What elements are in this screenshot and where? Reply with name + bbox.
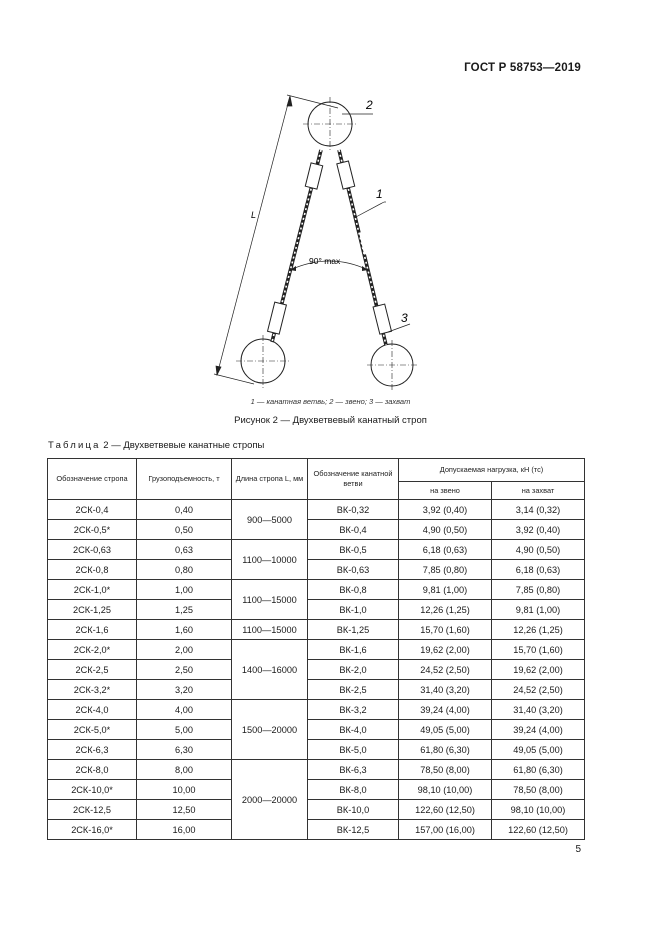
header-designation: Обозначение стропа — [48, 459, 137, 500]
cell-load-link: 157,00 (16,00) — [399, 820, 492, 840]
cell-capacity: 2,50 — [137, 660, 232, 680]
cell-load-grip: 3,92 (0,40) — [492, 520, 585, 540]
cell-branch: ВК-1,0 — [308, 600, 399, 620]
cell-branch: ВК-3,2 — [308, 700, 399, 720]
header-load-grip: на захват — [492, 482, 585, 500]
cell-capacity: 16,00 — [137, 820, 232, 840]
cell-branch: ВК-1,6 — [308, 640, 399, 660]
length-label: L — [251, 210, 257, 220]
cell-branch: ВК-12,5 — [308, 820, 399, 840]
cell-load-grip: 78,50 (8,00) — [492, 780, 585, 800]
header-length: Длина стропа L, мм — [232, 459, 308, 500]
cell-designation: 2СК-0,4 — [48, 500, 137, 520]
table-row — [48, 700, 585, 720]
cell-load-grip: 61,80 (6,30) — [492, 760, 585, 780]
cell-load-grip: 31,40 (3,20) — [492, 700, 585, 720]
cell-capacity: 4,00 — [137, 700, 232, 720]
table-row — [48, 740, 585, 760]
table-row — [48, 660, 585, 680]
cell-load-grip: 3,14 (0,32) — [492, 500, 585, 520]
cell-length: 2000—20000 — [232, 760, 308, 840]
cell-branch: ВК-0,5 — [308, 540, 399, 560]
cell-load-link: 19,62 (2,00) — [399, 640, 492, 660]
table-row — [48, 780, 585, 800]
cell-length: 1400—16000 — [232, 640, 308, 700]
cell-designation: 2СК-16,0* — [48, 820, 137, 840]
cell-length: 1100—15000 — [232, 620, 308, 640]
cell-load-link: 6,18 (0,63) — [399, 540, 492, 560]
table-row — [48, 520, 585, 540]
cell-load-grip: 7,85 (0,80) — [492, 580, 585, 600]
cell-capacity: 12,50 — [137, 800, 232, 820]
cell-load-grip: 39,24 (4,00) — [492, 720, 585, 740]
leader-label-3: 3 — [401, 311, 408, 325]
cell-load-grip: 122,60 (12,50) — [492, 820, 585, 840]
header-load: Допускаемая нагрузка, кН (тс) — [399, 459, 585, 482]
cell-capacity: 5,00 — [137, 720, 232, 740]
cell-load-grip: 9,81 (1,00) — [492, 600, 585, 620]
cell-load-grip: 6,18 (0,63) — [492, 560, 585, 580]
cell-capacity: 0,40 — [137, 500, 232, 520]
cell-branch: ВК-2,0 — [308, 660, 399, 680]
cell-load-grip: 24,52 (2,50) — [492, 680, 585, 700]
table-title — [48, 440, 264, 451]
cell-designation: 2СК-3,2* — [48, 680, 137, 700]
cell-capacity: 1,00 — [137, 580, 232, 600]
cell-capacity: 2,00 — [137, 640, 232, 660]
length-dimension — [214, 95, 338, 384]
cell-capacity: 0,63 — [137, 540, 232, 560]
cell-designation: 2СК-1,6 — [48, 620, 137, 640]
table-row — [48, 560, 585, 580]
cell-branch: ВК-0,4 — [308, 520, 399, 540]
cell-capacity: 1,25 — [137, 600, 232, 620]
cell-capacity: 1,60 — [137, 620, 232, 640]
cell-branch: ВК-0,63 — [308, 560, 399, 580]
slings-table — [47, 458, 585, 840]
leader-label-1: 1 — [376, 187, 383, 201]
cell-designation: 2СК-5,0* — [48, 720, 137, 740]
table-row — [48, 540, 585, 560]
cell-load-grip: 15,70 (1,60) — [492, 640, 585, 660]
cell-load-link: 4,90 (0,50) — [399, 520, 492, 540]
cell-capacity: 0,50 — [137, 520, 232, 540]
cell-load-link: 31,40 (3,20) — [399, 680, 492, 700]
cell-capacity: 0,80 — [137, 560, 232, 580]
cell-load-grip: 98,10 (10,00) — [492, 800, 585, 820]
cell-designation: 2СК-1,0* — [48, 580, 137, 600]
table-row — [48, 680, 585, 700]
cell-designation: 2СК-6,3 — [48, 740, 137, 760]
cell-designation: 2СК-10,0* — [48, 780, 137, 800]
table-row — [48, 620, 585, 640]
cell-load-link: 24,52 (2,50) — [399, 660, 492, 680]
cell-branch: ВК-6,3 — [308, 760, 399, 780]
table-row — [48, 720, 585, 740]
table-title-label: Таблица — [48, 440, 101, 451]
cell-load-grip: 4,90 (0,50) — [492, 540, 585, 560]
figure-legend: 1 — канатная ветвь; 2 — звено; 3 — захват — [250, 397, 411, 406]
table-row — [48, 500, 585, 520]
cell-length: 1100—10000 — [232, 540, 308, 580]
cell-designation: 2СК-12,5 — [48, 800, 137, 820]
cell-branch: ВК-2,5 — [308, 680, 399, 700]
table-title-text: 2 — Двухветвевые канатные стропы — [103, 440, 265, 451]
right-rope-branch — [337, 150, 392, 345]
page-number: 5 — [575, 844, 581, 855]
table-row — [48, 820, 585, 840]
cell-branch: ВК-10,0 — [308, 800, 399, 820]
table-body — [48, 500, 585, 840]
cell-load-grip: 49,05 (5,00) — [492, 740, 585, 760]
sling-drawing — [200, 90, 430, 390]
table-row — [48, 760, 585, 780]
cell-branch: ВК-0,32 — [308, 500, 399, 520]
cell-designation: 2СК-0,8 — [48, 560, 137, 580]
cell-load-link: 12,26 (1,25) — [399, 600, 492, 620]
cell-load-link: 9,81 (1,00) — [399, 580, 492, 600]
cell-designation: 2СК-0,5* — [48, 520, 137, 540]
left-rope-branch — [268, 150, 323, 342]
leader-label-2: 2 — [366, 98, 373, 112]
cell-branch: ВК-8,0 — [308, 780, 399, 800]
header-branch: Обозначение канатной ветви — [308, 459, 399, 500]
cell-load-link: 61,80 (6,30) — [399, 740, 492, 760]
angle-label: 90° max — [309, 256, 341, 266]
cell-load-link: 15,70 (1,60) — [399, 620, 492, 640]
cell-designation: 2СК-4,0 — [48, 700, 137, 720]
sling-figure — [200, 90, 430, 390]
cell-load-link: 3,92 (0,40) — [399, 500, 492, 520]
table-row — [48, 800, 585, 820]
cell-capacity: 6,30 — [137, 740, 232, 760]
cell-length: 1500—20000 — [232, 700, 308, 760]
cell-load-link: 7,85 (0,80) — [399, 560, 492, 580]
cell-branch: ВК-5,0 — [308, 740, 399, 760]
cell-load-link: 39,24 (4,00) — [399, 700, 492, 720]
table-row — [48, 580, 585, 600]
cell-designation: 2СК-2,5 — [48, 660, 137, 680]
cell-length: 1100—15000 — [232, 580, 308, 620]
cell-load-grip: 12,26 (1,25) — [492, 620, 585, 640]
header-capacity: Грузоподъемность, т — [137, 459, 232, 500]
cell-capacity: 3,20 — [137, 680, 232, 700]
header-load-link: на звено — [399, 482, 492, 500]
cell-load-link: 78,50 (8,00) — [399, 760, 492, 780]
cell-capacity: 10,00 — [137, 780, 232, 800]
cell-capacity: 8,00 — [137, 760, 232, 780]
cell-length: 900—5000 — [232, 500, 308, 540]
cell-load-grip: 19,62 (2,00) — [492, 660, 585, 680]
cell-load-link: 122,60 (12,50) — [399, 800, 492, 820]
cell-designation: 2СК-1,25 — [48, 600, 137, 620]
figure-caption: Рисунок 2 — Двухветвевый канатный строп — [234, 415, 427, 426]
cell-load-link: 49,05 (5,00) — [399, 720, 492, 740]
cell-branch: ВК-0,8 — [308, 580, 399, 600]
standard-code: ГОСТ Р 58753—2019 — [464, 62, 581, 74]
table-row — [48, 600, 585, 620]
cell-designation: 2СК-0,63 — [48, 540, 137, 560]
cell-branch: ВК-4,0 — [308, 720, 399, 740]
cell-branch: ВК-1,25 — [308, 620, 399, 640]
cell-designation: 2СК-8,0 — [48, 760, 137, 780]
cell-load-link: 98,10 (10,00) — [399, 780, 492, 800]
cell-designation: 2СК-2,0* — [48, 640, 137, 660]
table-row — [48, 640, 585, 660]
